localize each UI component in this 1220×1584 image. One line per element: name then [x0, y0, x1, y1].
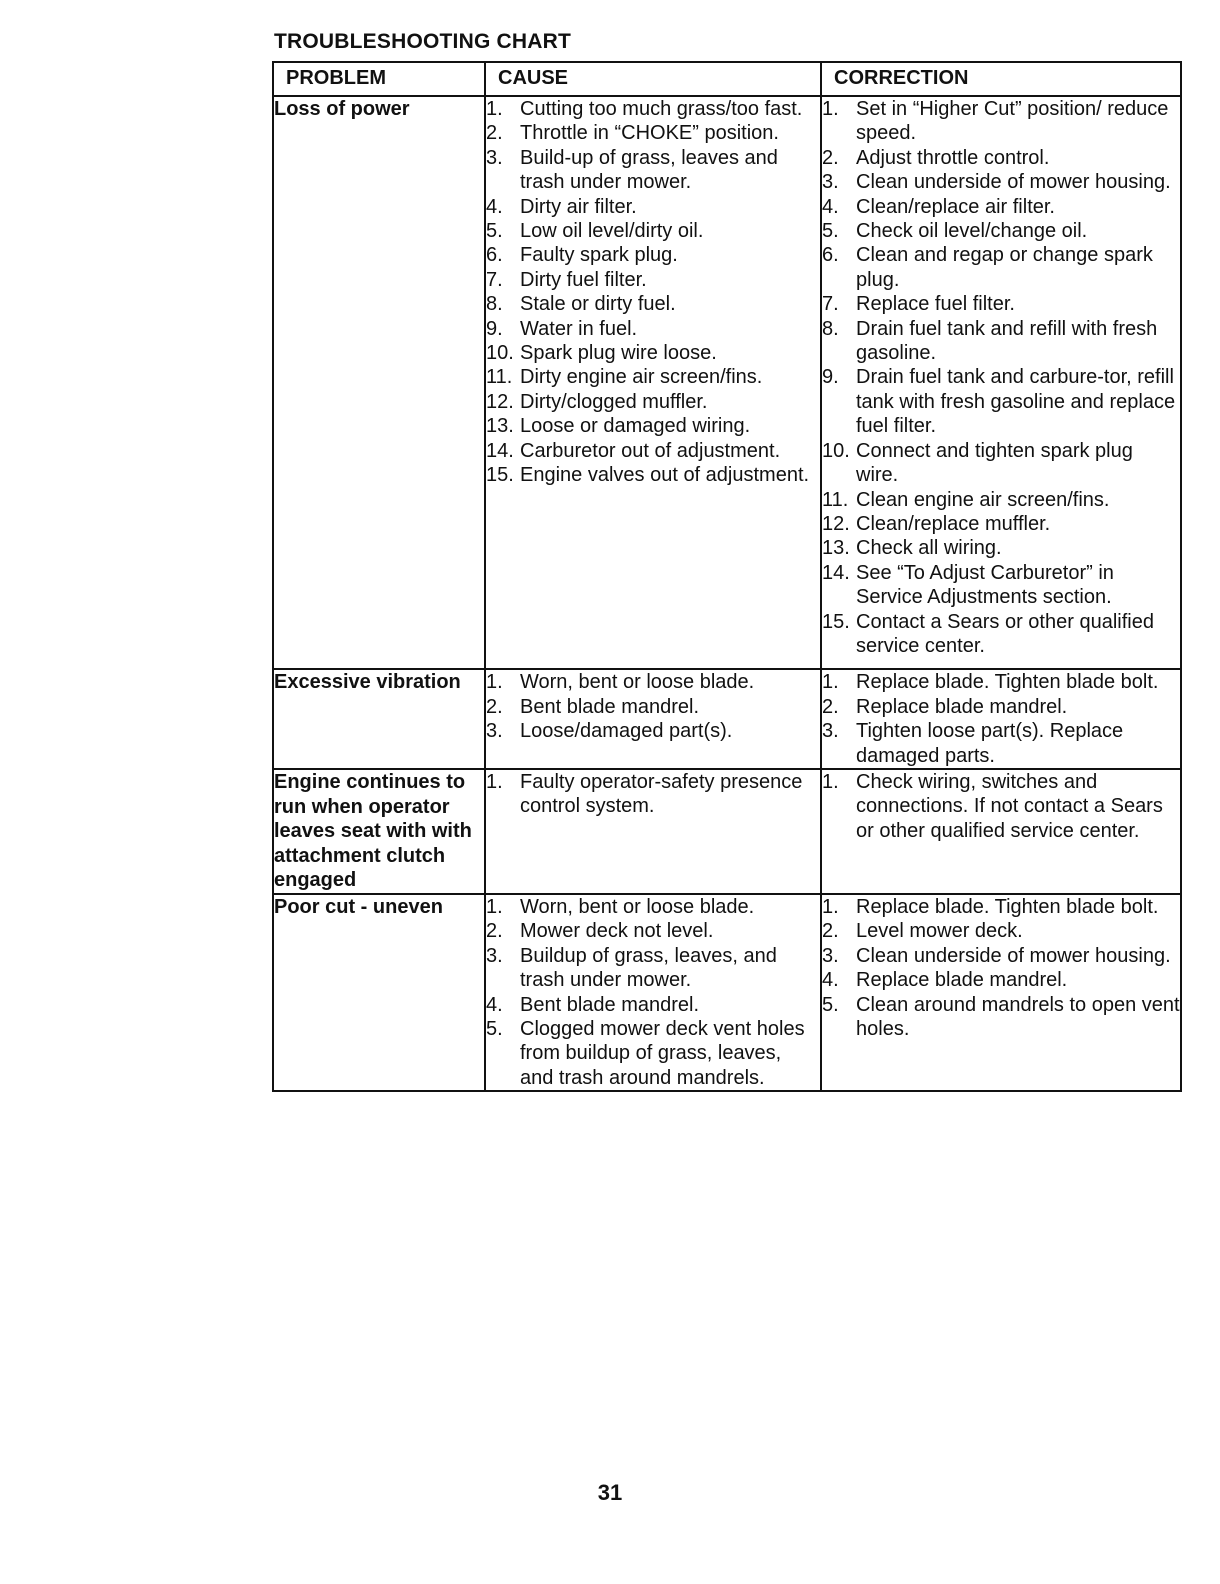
item-number: 3. — [486, 146, 503, 169]
correction-item — [822, 968, 1180, 992]
correction-cell — [821, 769, 1181, 894]
row-excessive-vibration — [273, 669, 1181, 769]
cause-item — [486, 341, 820, 365]
correction-cell — [821, 96, 1181, 669]
item-text: Clean/replace muffler. — [856, 512, 1051, 535]
item-number: 7. — [822, 293, 839, 316]
correction-item — [822, 292, 1180, 316]
cause-item — [486, 439, 820, 463]
correction-item — [822, 919, 1180, 943]
item-number: 4. — [486, 993, 503, 1016]
item-number: 2. — [486, 122, 503, 145]
item-number: 4. — [822, 969, 839, 992]
correction-item — [822, 561, 1180, 610]
item-text: Check wiring, switches and connections. If not contact a Sears or other qualified service center. — [856, 770, 1163, 842]
cause-item — [486, 944, 820, 993]
item-number: 2. — [486, 920, 503, 943]
item-text: Mower deck not level. — [520, 920, 714, 943]
item-number: 5. — [822, 220, 839, 243]
item-number: 12. — [822, 512, 850, 535]
item-text: Loose or damaged wiring. — [520, 415, 751, 438]
item-text: Worn, bent or loose blade. — [520, 671, 755, 694]
item-text: Dirty engine air screen/fins. — [520, 366, 763, 389]
cause-item — [486, 243, 820, 267]
correction-item — [822, 439, 1180, 488]
item-text: Water in fuel. — [520, 317, 638, 340]
item-text: Clean underside of mower housing. — [856, 171, 1171, 194]
problem-cell: Poor cut - uneven — [273, 894, 485, 1091]
item-number: 1. — [822, 770, 839, 793]
header-row — [273, 62, 1181, 96]
cause-cell — [485, 769, 821, 894]
row-engine-continues — [273, 769, 1181, 894]
header-correction: CORRECTION — [821, 62, 1181, 96]
correction-item — [822, 219, 1180, 243]
item-text: Drain fuel tank and refill with fresh gasoline. — [856, 317, 1158, 365]
item-number: 6. — [486, 244, 503, 267]
cause-item — [486, 770, 820, 819]
cause-item — [486, 195, 820, 219]
item-text: See “To Adjust Carburetor” in Service Adjustments section. — [856, 561, 1114, 609]
item-text: Replace blade mandrel. — [856, 695, 1068, 718]
item-number: 3. — [486, 720, 503, 743]
item-number: 8. — [486, 293, 503, 316]
cause-cell — [485, 894, 821, 1091]
item-text: Check oil level/change oil. — [856, 220, 1088, 243]
item-number: 1. — [822, 98, 839, 120]
item-text: Level mower deck. — [856, 920, 1023, 943]
correction-item — [822, 670, 1180, 694]
item-text: Bent blade mandrel. — [520, 695, 700, 718]
correction-item — [822, 895, 1180, 919]
item-text: Drain fuel tank and carbure-tor, refill tank with fresh gasoline and replace fuel filter. — [856, 366, 1176, 438]
header-cause: CAUSE — [485, 62, 821, 96]
cause-cell — [485, 96, 821, 669]
item-text: Bent blade mandrel. — [520, 993, 700, 1016]
header-problem: PROBLEM — [273, 62, 485, 96]
item-number: 3. — [822, 720, 839, 743]
correction-item — [822, 365, 1180, 438]
item-text: Engine valves out of adjustment. — [520, 464, 810, 487]
item-text: Replace blade mandrel. — [856, 969, 1068, 992]
item-number: 10. — [486, 342, 514, 365]
item-text: Clean/replace air filter. — [856, 195, 1055, 218]
item-number: 13. — [822, 537, 850, 560]
cause-item — [486, 121, 820, 145]
item-number: 2. — [822, 695, 839, 718]
item-text: Check all wiring. — [856, 537, 1002, 560]
item-number: 5. — [486, 220, 503, 243]
item-number: 11. — [822, 488, 849, 511]
page-number: 31 — [597, 1480, 623, 1505]
item-number: 4. — [822, 195, 839, 218]
item-number: 1. — [486, 895, 503, 918]
item-number: 9. — [822, 366, 839, 389]
item-text: Connect and tighten spark plug wire. — [856, 439, 1133, 487]
item-number: 3. — [822, 944, 839, 967]
item-text: Buildup of grass, leaves, and trash under mower. — [520, 944, 777, 992]
cause-item — [486, 219, 820, 243]
item-number: 13. — [486, 415, 514, 438]
item-number: 5. — [822, 993, 839, 1016]
item-text: Dirty fuel filter. — [520, 268, 647, 291]
cause-item — [486, 292, 820, 316]
correction-item — [822, 146, 1180, 170]
row-loss-of-power — [273, 96, 1181, 669]
item-number: 10. — [822, 439, 850, 462]
cause-item — [486, 390, 820, 414]
item-text: Clean around mandrels to open vent holes. — [856, 993, 1180, 1040]
item-text: Tighten loose part(s). Replace damaged parts. — [856, 720, 1124, 767]
correction-item — [822, 770, 1180, 843]
correction-item — [822, 243, 1180, 292]
item-number: 7. — [486, 268, 503, 291]
correction-item — [822, 993, 1180, 1042]
correction-item — [822, 97, 1180, 146]
item-text: Clean underside of mower housing. — [856, 944, 1171, 967]
item-number: 3. — [486, 944, 503, 967]
correction-item — [822, 719, 1180, 768]
cause-item — [486, 919, 820, 943]
item-number: 4. — [486, 195, 503, 218]
item-text: Dirty air filter. — [520, 195, 637, 218]
cause-item — [486, 268, 820, 292]
item-number: 3. — [822, 171, 839, 194]
item-number: 1. — [486, 770, 503, 793]
item-text: Replace fuel filter. — [856, 293, 1015, 316]
item-text: Clean engine air screen/fins. — [856, 488, 1110, 511]
item-number: 11. — [486, 366, 513, 389]
item-text: Replace blade. Tighten blade bolt. — [856, 895, 1159, 918]
item-text: Worn, bent or loose blade. — [520, 895, 755, 918]
cause-item — [486, 895, 820, 919]
item-text: Build-up of grass, leaves and trash under mower. — [520, 146, 778, 194]
correction-item — [822, 170, 1180, 194]
cause-item — [486, 463, 820, 487]
item-text: Cutting too much grass/too fast. — [520, 98, 803, 120]
correction-item — [822, 944, 1180, 968]
item-text: Spark plug wire loose. — [520, 342, 717, 365]
cause-item — [486, 695, 820, 719]
correction-cell — [821, 669, 1181, 769]
item-number: 1. — [486, 671, 503, 694]
item-text: Low oil level/dirty oil. — [520, 220, 704, 243]
cause-item — [486, 146, 820, 195]
row-poor-cut — [273, 894, 1181, 1091]
item-text: Clogged mower deck vent holes from buildup of grass, leaves, and trash around mandrels. — [520, 1017, 805, 1089]
cause-item — [486, 97, 820, 121]
item-number: 9. — [486, 317, 503, 340]
item-number: 2. — [486, 695, 503, 718]
correction-item — [822, 488, 1180, 512]
cause-item — [486, 365, 820, 389]
item-number: 15. — [486, 464, 514, 487]
item-number: 1. — [822, 671, 839, 694]
item-text: Set in “Higher Cut” position/ reduce speed. — [856, 98, 1169, 145]
item-text: Replace blade. Tighten blade bolt. — [856, 671, 1159, 694]
item-number: 12. — [486, 390, 514, 413]
item-number: 14. — [486, 439, 514, 462]
correction-cell — [821, 894, 1181, 1091]
item-text: Throttle in “CHOKE” position. — [520, 122, 779, 145]
item-text: Dirty/clogged muffler. — [520, 390, 708, 413]
cause-item — [486, 414, 820, 438]
problem-cell: Loss of power — [273, 96, 485, 669]
cause-item — [486, 317, 820, 341]
item-number: 1. — [486, 98, 503, 120]
cause-cell — [485, 669, 821, 769]
item-text: Adjust throttle control. — [856, 146, 1050, 169]
item-text: Clean and regap or change spark plug. — [856, 244, 1153, 291]
correction-item — [822, 317, 1180, 366]
troubleshooting-table — [272, 61, 1182, 1092]
item-number: 2. — [822, 920, 839, 943]
correction-item — [822, 195, 1180, 219]
chart-title: TROUBLESHOOTING CHART — [274, 30, 572, 53]
problem-cell: Excessive vibration — [273, 669, 485, 769]
cause-item — [486, 670, 820, 694]
item-text: Loose/damaged part(s). — [520, 720, 733, 743]
cause-item — [486, 719, 820, 743]
correction-item — [822, 536, 1180, 560]
item-number: 2. — [822, 146, 839, 169]
correction-item — [822, 610, 1180, 659]
correction-item — [822, 695, 1180, 719]
cause-item — [486, 993, 820, 1017]
problem-cell: Engine continues to run when operator leaves seat with with attachment clutch engaged — [273, 769, 485, 894]
item-number: 14. — [822, 561, 850, 584]
cause-item — [486, 1017, 820, 1090]
item-number: 5. — [486, 1017, 503, 1040]
item-number: 8. — [822, 317, 839, 340]
item-text: Contact a Sears or other qualified service center. — [856, 610, 1154, 657]
item-text: Faulty operator-safety presence control system. — [520, 770, 803, 818]
item-number: 15. — [822, 610, 850, 633]
item-number: 1. — [822, 895, 839, 918]
item-text: Stale or dirty fuel. — [520, 293, 676, 316]
item-number: 6. — [822, 244, 839, 267]
item-text: Carburetor out of adjustment. — [520, 439, 781, 462]
item-text: Faulty spark plug. — [520, 244, 678, 267]
correction-item — [822, 512, 1180, 536]
